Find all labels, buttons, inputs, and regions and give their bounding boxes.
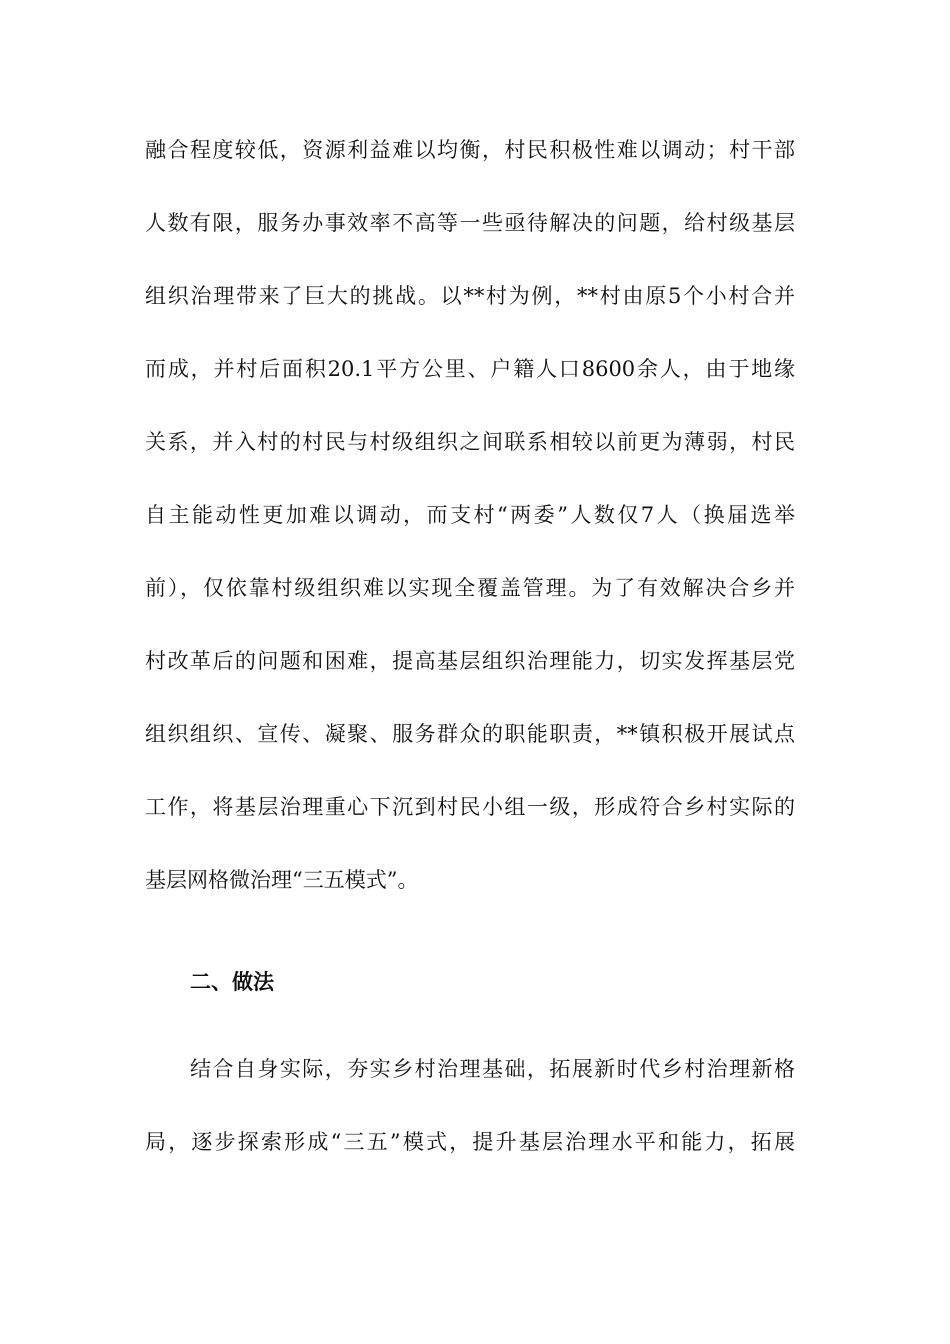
paragraph-2-line-2: 局，逐步探索形成“三五”模式，提升基层治理水平和能力，拓展 [145,1130,795,1154]
paragraph-1-line-8: 村改革后的问题和困难，提高基层组织治理能力，切实发挥基层党 [145,649,795,673]
paragraph-1-line-7: 前），仅依靠村级组织难以实现全覆盖管理。为了有效解决合乡并 [145,576,795,600]
paragraph-1-line-11: 基层网格微治理“三五模式”。 [145,868,419,892]
section-heading: 二、做法 [190,970,274,994]
paragraph-1-line-6: 自主能动性更加难以调动，而支村“两委”人数仅7人（换届选举 [145,503,795,527]
paragraph-1-line-10: 工作，将基层治理重心下沉到村民小组一级，形成符合乡村实际的 [145,795,795,819]
paragraph-1-line-2: 人数有限，服务办事效率不高等一些亟待解决的问题，给村级基层 [145,211,795,235]
paragraph-1-line-5: 关系，并入村的村民与村级组织之间联系相较以前更为薄弱，村民 [145,430,795,454]
paragraph-1-line-1: 融合程度较低，资源利益难以均衡，村民积极性难以调动；村干部 [145,138,795,162]
paragraph-2-line-1: 结合自身实际，夯实乡村治理基础，拓展新时代乡村治理新格 [190,1057,795,1081]
paragraph-1-line-4: 而成，并村后面积20.1平方公里、户籍人口8600余人，由于地缘 [145,357,795,381]
paragraph-1-line-3: 组织治理带来了巨大的挑战。以**村为例，**村由原5个小村合并 [145,284,795,308]
paragraph-1-line-9: 组织组织、宣传、凝聚、服务群众的职能职责，**镇积极开展试点 [145,722,795,746]
